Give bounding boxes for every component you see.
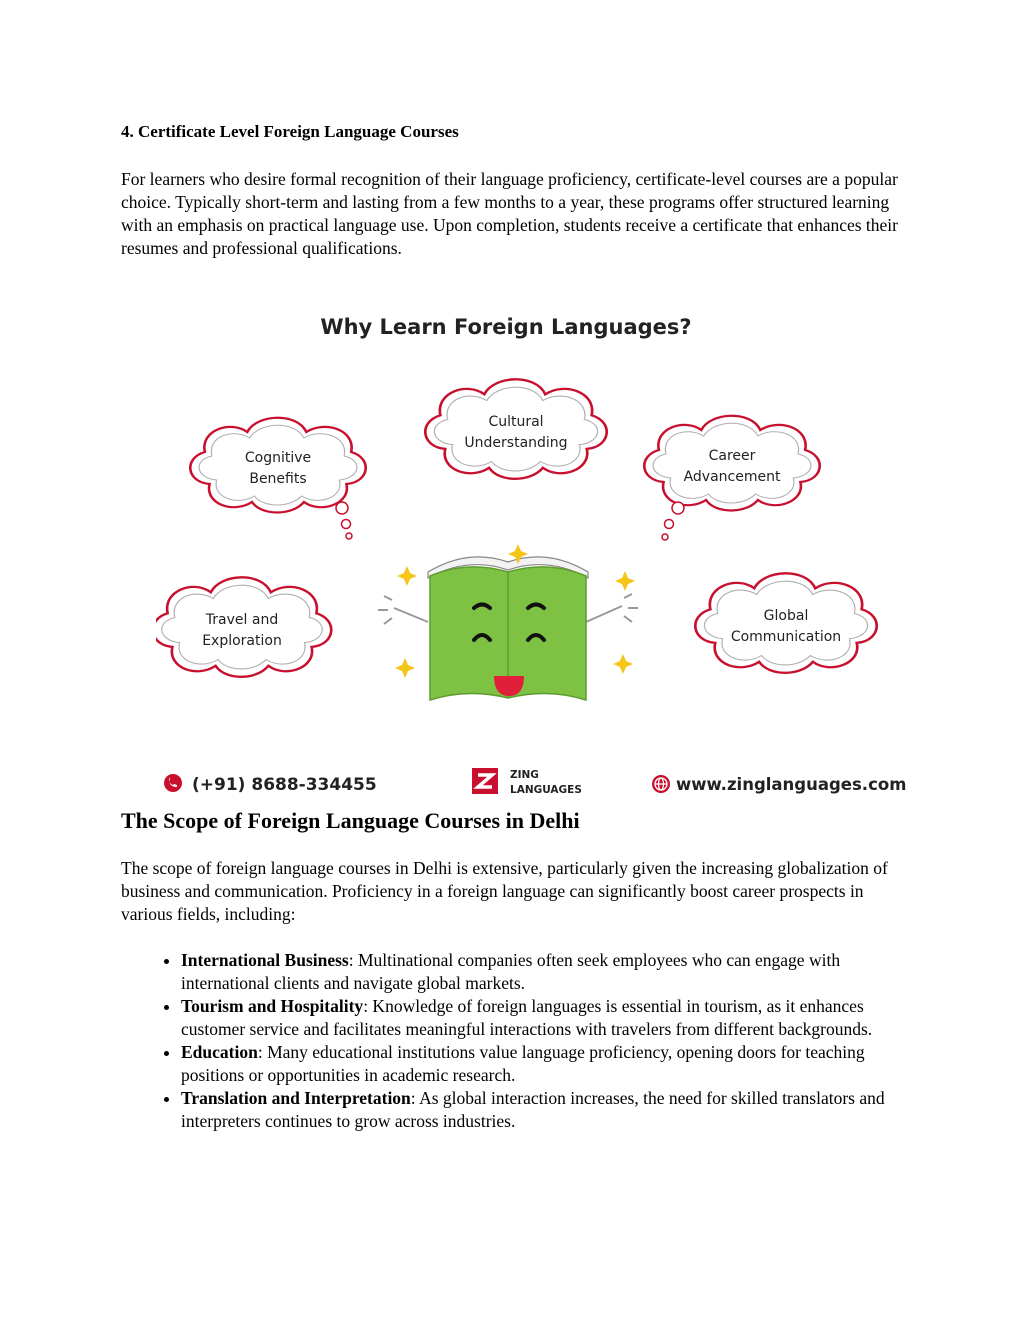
bubble-text: Benefits [249, 471, 307, 487]
list-item-text: : Multinational companies often seek employees who can engage with international clients and navigate global markets. [181, 950, 841, 993]
list-item [181, 995, 911, 1041]
bubble-global-communication [695, 573, 876, 672]
bubble-career-advancement [644, 416, 819, 511]
list-item [181, 949, 911, 995]
section-paragraph: For learners who desire formal recognition of their language proficiency, certificate-level courses are a popular choice. Typically short-term and lasting from a few months to a year, these programs offer structured learning with an emphasis on practical language use. Upon completion, students receive a certificate that enhances their resumes and professional qualifications. [121, 169, 898, 258]
section-heading: 4. Certificate Level Foreign Language Courses [121, 122, 459, 141]
bubble-text: Understanding [464, 435, 568, 451]
bubble-text: Advancement [683, 469, 781, 485]
scope-list [121, 949, 911, 1133]
globe-icon [652, 775, 670, 793]
brand-name-line2: LANGUAGES [510, 784, 582, 796]
brand-name-line1: ZING [510, 769, 539, 781]
scope-heading: The Scope of Foreign Language Courses in Delhi [121, 808, 580, 833]
book-character-icon [378, 557, 638, 700]
list-item-text: : Knowledge of foreign languages is essential in tourism, as it enhances customer service and facilitates meaningful interactions with travelers from different backgrounds. [181, 996, 873, 1039]
bubble-text: Communication [730, 629, 842, 645]
list-item-text: : Many educational institutions value language proficiency, opening doors for teaching positions or opportunities in academic research. [181, 1042, 865, 1085]
list-item [181, 1041, 911, 1087]
bubble-text: Global [763, 608, 809, 624]
phone-icon [164, 774, 182, 792]
infographic [156, 300, 908, 805]
zing-logo [472, 768, 498, 794]
bubble-text: Career [708, 448, 756, 464]
list-item-term: Tourism and Hospitality [181, 996, 364, 1016]
bubble-cultural-understanding [425, 379, 606, 478]
website-url: www.zinglanguages.com [676, 775, 907, 794]
list-item-term: Education [181, 1042, 258, 1062]
bubble-travel-exploration [156, 577, 331, 676]
bubble-text: Cultural [488, 414, 544, 430]
list-item-text: : As global interaction increases, the need for skilled translators and interpreters continues to grow across industries. [181, 1088, 885, 1131]
thought-dots-left [336, 502, 352, 539]
bubble-text: Travel and [205, 612, 279, 628]
list-item-term: International Business [181, 950, 349, 970]
scope-paragraph: The scope of foreign language courses in Delhi is extensive, particularly given the increasing globalization of business and communication. Proficiency in a foreign language can significantly boost career prospects in various fields, including: [121, 858, 888, 924]
list-item [181, 1087, 911, 1133]
bubble-text: Exploration [202, 633, 282, 649]
bubble-text: Cognitive [244, 450, 312, 466]
phone-number: (+91) 8688-334455 [192, 775, 377, 795]
infographic-title: Why Learn Foreign Languages? [320, 315, 692, 339]
bubble-cognitive-benefits [190, 418, 365, 513]
infographic-footer [164, 768, 906, 796]
thought-dots-right [662, 502, 684, 540]
list-item-term: Translation and Interpretation [181, 1088, 411, 1108]
